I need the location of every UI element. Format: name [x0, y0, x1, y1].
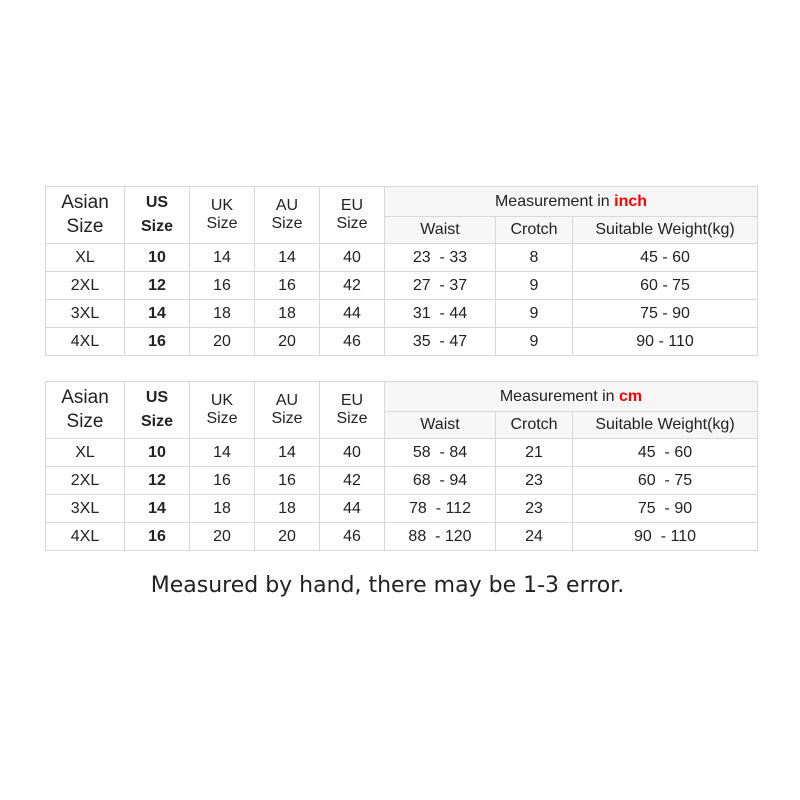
cell-uk: 20: [190, 523, 255, 551]
cell-us: 16: [125, 328, 190, 356]
cell-asian: XL: [46, 439, 125, 467]
header-us-size: [125, 382, 190, 439]
cell-eu: 42: [320, 272, 385, 300]
cell-waist: 35 - 47: [385, 328, 496, 356]
cell-asian: 3XL: [46, 495, 125, 523]
header-us-line1: US: [145, 194, 169, 211]
header-weight: Suitable Weight(kg): [573, 217, 758, 244]
cell-uk: 14: [190, 244, 255, 272]
cell-weight: 75 - 90: [573, 300, 758, 328]
cell-weight: 90 - 110: [573, 523, 758, 551]
cell-asian: 3XL: [46, 300, 125, 328]
header-uk-line2: Size: [206, 410, 238, 427]
cell-uk: 14: [190, 439, 255, 467]
table-row: [46, 523, 758, 551]
header-eu-size: [320, 187, 385, 244]
table-row: [46, 439, 758, 467]
header-uk-line1: UK: [210, 392, 234, 409]
cell-us: 14: [125, 300, 190, 328]
header-uk-size: [190, 382, 255, 439]
cell-au: 20: [255, 328, 320, 356]
header-uk-size: [190, 187, 255, 244]
cell-asian: 4XL: [46, 328, 125, 356]
cell-us: 12: [125, 272, 190, 300]
cell-uk: 18: [190, 495, 255, 523]
cell-eu: 46: [320, 328, 385, 356]
header-eu-line2: Size: [336, 410, 368, 427]
cell-waist: 68 - 94: [385, 467, 496, 495]
header-au-line1: AU: [275, 392, 299, 409]
cell-eu: 44: [320, 300, 385, 328]
header-eu-line1: EU: [340, 392, 364, 409]
header-waist: Waist: [385, 412, 496, 439]
cell-crotch: 23: [496, 495, 573, 523]
cell-au: 14: [255, 244, 320, 272]
header-uk-line2: Size: [206, 215, 238, 232]
cell-au: 16: [255, 467, 320, 495]
cell-uk: 18: [190, 300, 255, 328]
table-row: [46, 467, 758, 495]
cell-uk: 16: [190, 467, 255, 495]
cell-au: 16: [255, 272, 320, 300]
header-asian-line2: Size: [66, 216, 104, 237]
cell-au: 14: [255, 439, 320, 467]
header-asian-size: [46, 382, 125, 439]
cell-waist: 88 - 120: [385, 523, 496, 551]
header-uk-line1: UK: [210, 197, 234, 214]
cell-weight: 75 - 90: [573, 495, 758, 523]
cell-us: 12: [125, 467, 190, 495]
header-us-size: [125, 187, 190, 244]
header-eu-line2: Size: [336, 215, 368, 232]
measurement-prefix: Measurement in: [499, 387, 615, 405]
cell-uk: 20: [190, 328, 255, 356]
header-measurement-inch: [385, 187, 758, 217]
cell-us: 10: [125, 439, 190, 467]
cell-au: 18: [255, 495, 320, 523]
table-row: [46, 495, 758, 523]
header-au-size: [255, 187, 320, 244]
cell-weight: 60 - 75: [573, 467, 758, 495]
cell-weight: 90 - 110: [573, 328, 758, 356]
cell-crotch: 23: [496, 467, 573, 495]
cell-crotch: 9: [496, 328, 573, 356]
header-eu-size: [320, 382, 385, 439]
table-row: [46, 272, 758, 300]
cell-asian: XL: [46, 244, 125, 272]
size-table-cm: [45, 381, 758, 551]
table-row: [46, 244, 758, 272]
cell-crotch: 21: [496, 439, 573, 467]
header-crotch: Crotch: [496, 412, 573, 439]
header-asian-line1: Asian: [61, 192, 109, 213]
cell-us: 16: [125, 523, 190, 551]
cell-eu: 42: [320, 467, 385, 495]
cell-asian: 2XL: [46, 467, 125, 495]
header-asian-line2: Size: [66, 411, 104, 432]
cell-weight: 45 - 60: [573, 439, 758, 467]
header-au-line2: Size: [271, 410, 303, 427]
cell-crotch: 8: [496, 244, 573, 272]
header-weight: Suitable Weight(kg): [573, 412, 758, 439]
cell-crotch: 9: [496, 300, 573, 328]
cell-asian: 4XL: [46, 523, 125, 551]
cell-eu: 44: [320, 495, 385, 523]
header-au-line1: AU: [275, 197, 299, 214]
measurement-unit-cm: cm: [619, 387, 643, 405]
cell-waist: 31 - 44: [385, 300, 496, 328]
cell-crotch: 9: [496, 272, 573, 300]
cell-eu: 40: [320, 244, 385, 272]
header-crotch: Crotch: [496, 217, 573, 244]
cell-us: 14: [125, 495, 190, 523]
cell-waist: 78 - 112: [385, 495, 496, 523]
header-measurement-cm: [385, 382, 758, 412]
cell-eu: 40: [320, 439, 385, 467]
cell-crotch: 24: [496, 523, 573, 551]
cell-weight: 60 - 75: [573, 272, 758, 300]
cell-waist: 58 - 84: [385, 439, 496, 467]
cell-au: 18: [255, 300, 320, 328]
cell-waist: 23 - 33: [385, 244, 496, 272]
header-au-size: [255, 382, 320, 439]
measurement-prefix: Measurement in: [494, 192, 610, 210]
cell-asian: 2XL: [46, 272, 125, 300]
cell-eu: 46: [320, 523, 385, 551]
header-asian-line1: Asian: [61, 387, 109, 408]
header-au-line2: Size: [271, 215, 303, 232]
header-asian-size: [46, 187, 125, 244]
measurement-unit-inch: inch: [614, 192, 648, 210]
cell-au: 20: [255, 523, 320, 551]
cell-weight: 45 - 60: [573, 244, 758, 272]
header-us-line2: Size: [140, 218, 173, 235]
cell-uk: 16: [190, 272, 255, 300]
header-eu-line1: EU: [340, 197, 364, 214]
table-row: [46, 328, 758, 356]
cell-us: 10: [125, 244, 190, 272]
table-row: [46, 300, 758, 328]
measurement-note: Measured by hand, there may be 1-3 error.: [150, 573, 625, 598]
header-us-line1: US: [145, 389, 169, 406]
header-us-line2: Size: [140, 413, 173, 430]
cell-waist: 27 - 37: [385, 272, 496, 300]
size-table-inch: [45, 186, 758, 356]
header-waist: Waist: [385, 217, 496, 244]
